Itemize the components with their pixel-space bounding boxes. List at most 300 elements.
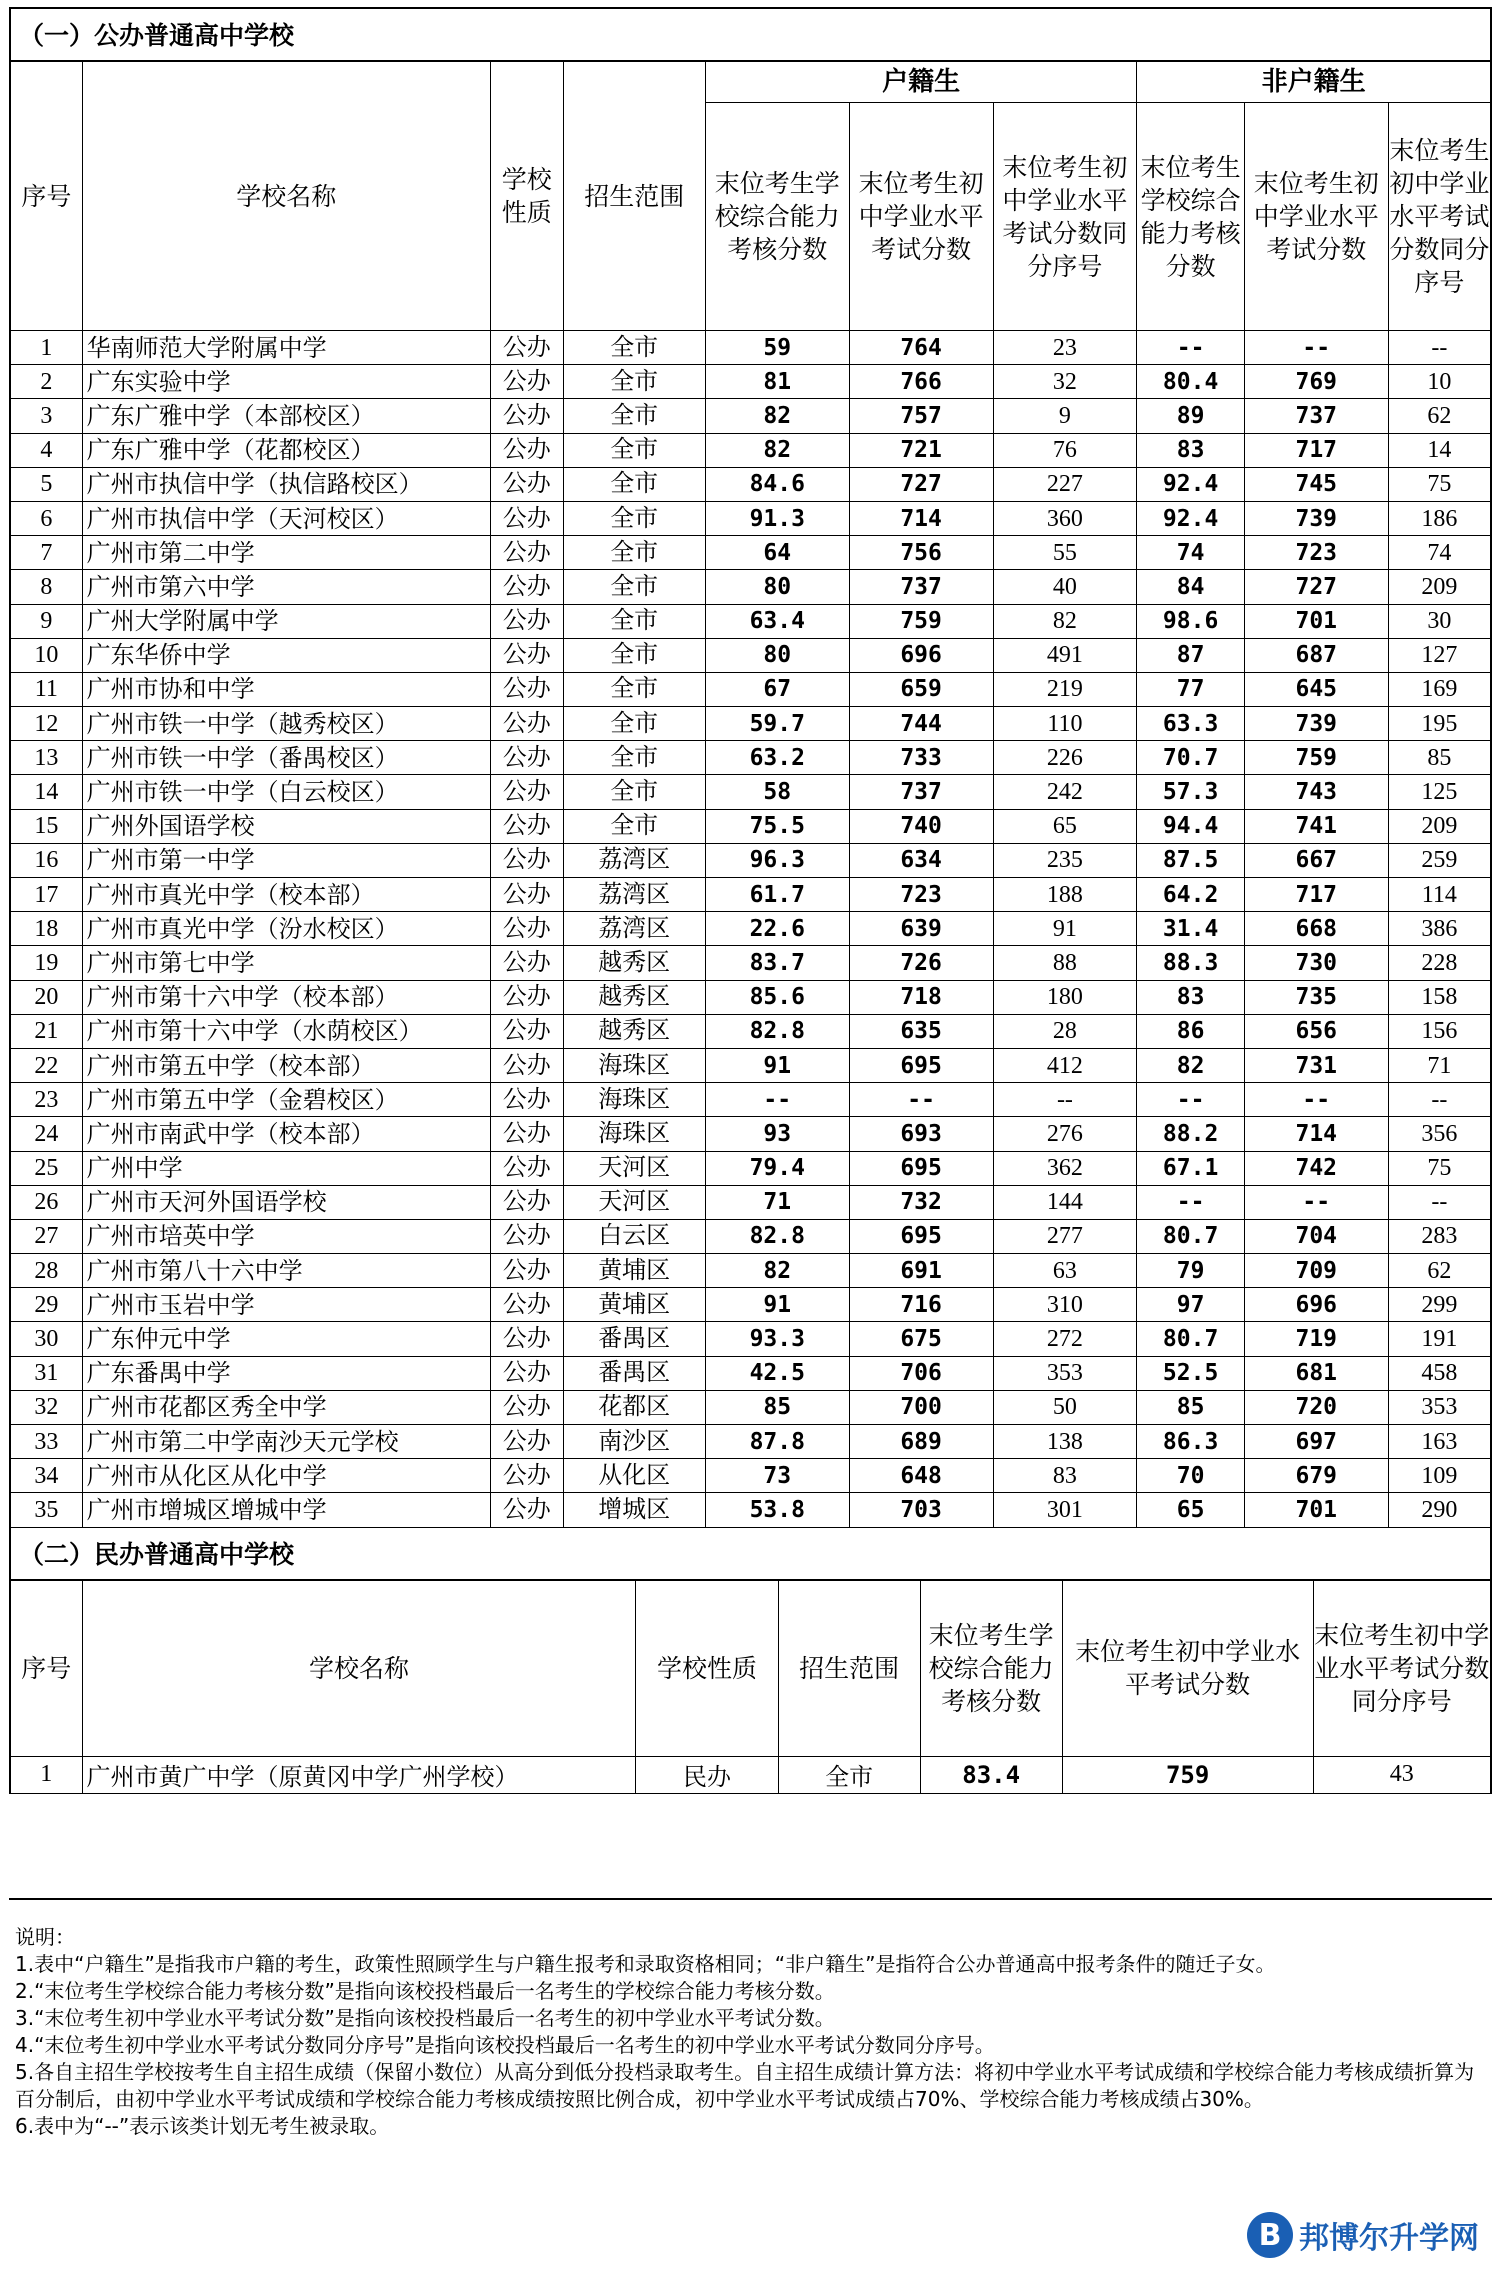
cell-nonlocal-exam: 668 [1244,912,1388,946]
cell-local-ability: 82 [705,1254,849,1288]
header2-seq: 序号 [11,1581,82,1757]
cell-local-ability: 82.8 [705,1219,849,1253]
table-row [11,1151,1490,1185]
header2-nature: 学校性质 [636,1581,778,1757]
cell-school-name: 广州市第十六中学（校本部） [82,980,490,1014]
cell-nonlocal-exam: -- [1244,1185,1388,1219]
cell-scope: 全市 [563,570,705,604]
cell-local-rank: 242 [993,775,1137,809]
cell-nonlocal-ability: 86.3 [1137,1425,1245,1459]
header-scope: 招生范围 [563,62,705,331]
cell-local-ability: 63.4 [705,604,849,638]
cell-local-ability: 58 [705,775,849,809]
cell-scope: 越秀区 [563,980,705,1014]
note-item: 5.各自主招生学校按考生自主招生成绩（保留小数位）从高分到低分投档录取考生。自主招生成绩计算方法：将初中学业水平考试成绩和学校综合能力考核成绩折算为百分制后，由初中学业水平考试成绩和学校综合能力考核成绩按照比例合成，初中学业水平考试成绩占70%、学校综合能力考核成绩占30%。 [15,2060,1475,2111]
cell-scope: 全市 [563,672,705,706]
cell-local-rank: 110 [993,707,1137,741]
cell-local-ability: 79.4 [705,1151,849,1185]
cell-seq: 33 [11,1425,82,1459]
cell-local-ability: 53.8 [705,1493,849,1527]
cell-nonlocal-ability: 83 [1137,980,1245,1014]
table-row [11,1322,1490,1356]
cell-nature: 公办 [490,980,563,1014]
cell-nonlocal-exam: 735 [1244,980,1388,1014]
cell-seq: 13 [11,741,82,775]
cell-nonlocal-ability: 82 [1137,1048,1245,1082]
cell-nature: 公办 [490,1322,563,1356]
cell-local-ability: 67 [705,672,849,706]
cell-seq: 15 [11,809,82,843]
cell-nonlocal-ability: 31.4 [1137,912,1245,946]
cell-nonlocal-ability: 65 [1137,1493,1245,1527]
header-local-ability: 末位考生学校综合能力考核分数 [705,103,849,331]
cell-scope: 海珠区 [563,1048,705,1082]
cell-local-rank: 412 [993,1048,1137,1082]
cell-school-name: 广州市执信中学（执信路校区） [82,467,490,501]
cell-nature: 公办 [490,1151,563,1185]
cell-nonlocal-ability: 88.2 [1137,1117,1245,1151]
cell-seq: 8 [11,570,82,604]
cell-seq: 1 [11,331,82,365]
table-row [11,433,1490,467]
cell-school-name: 广州市第一中学 [82,843,490,877]
cell-school-name: 广州市玉岩中学 [82,1288,490,1322]
cell-local-ability: 91 [705,1048,849,1082]
cell-nonlocal-rank: 125 [1388,775,1490,809]
cell-nonlocal-exam: 719 [1244,1322,1388,1356]
cell-local-rank: 235 [993,843,1137,877]
table-row [11,741,1490,775]
cell-nonlocal-rank: 353 [1388,1390,1490,1424]
cell-scope: 全市 [563,365,705,399]
cell-scope: 全市 [563,433,705,467]
header-local-exam: 末位考生初中学业水平考试分数 [849,103,993,331]
cell-local-exam: 737 [849,570,993,604]
cell-nonlocal-rank: 386 [1388,912,1490,946]
cell-nonlocal-exam: 714 [1244,1117,1388,1151]
table-row [11,809,1490,843]
logo-text: 邦博尔升学网 [1299,2221,1479,2256]
cell-nature: 公办 [490,1219,563,1253]
cell-seq: 29 [11,1288,82,1322]
section2-title: （二）民办普通高中学校 [11,1528,1490,1581]
public-schools-body [11,331,1490,1528]
table-row [11,1493,1490,1527]
table-row [11,912,1490,946]
cell-seq: 31 [11,1356,82,1390]
cell-school-name: 广州市执信中学（天河校区） [82,501,490,535]
cell-school-name: 广州市天河外国语学校 [82,1185,490,1219]
section1-title: （一）公办普通高中学校 [11,9,1490,62]
cell-local-ability: 59.7 [705,707,849,741]
notes-heading: 说明： [15,1925,75,1949]
cell-local-ability: 64 [705,536,849,570]
table-row [11,946,1490,980]
cell-local-rank: 83 [993,1459,1137,1493]
cell-local-ability: 80 [705,570,849,604]
cell-nature: 公办 [490,1493,563,1527]
cell-seq: 32 [11,1390,82,1424]
cell-nonlocal-exam: 701 [1244,604,1388,638]
table-row [11,331,1490,365]
cell-local-exam: 732 [849,1185,993,1219]
cell-nonlocal-ability: 70.7 [1137,741,1245,775]
cell-local-rank: 226 [993,741,1137,775]
cell-local-rank: 9 [993,399,1137,433]
table-row [11,399,1490,433]
cell-ability: 83.4 [920,1756,1062,1793]
cell-exam: 759 [1062,1756,1313,1793]
cell-school-name: 广东仲元中学 [82,1322,490,1356]
cell-nonlocal-rank: 290 [1388,1493,1490,1527]
header2-ability: 末位考生学校综合能力考核分数 [920,1581,1062,1757]
cell-local-rank: 50 [993,1390,1137,1424]
cell-local-ability: 96.3 [705,843,849,877]
cell-nonlocal-ability: 80.7 [1137,1219,1245,1253]
cell-local-ability: 87.8 [705,1425,849,1459]
cell-nonlocal-rank: 209 [1388,570,1490,604]
cell-nature: 公办 [490,604,563,638]
header2-scope: 招生范围 [778,1581,920,1757]
cell-local-rank: 301 [993,1493,1137,1527]
cell-local-exam: 726 [849,946,993,980]
cell-local-ability: 82 [705,433,849,467]
cell-local-ability: 82 [705,399,849,433]
cell-nonlocal-rank: 14 [1388,433,1490,467]
cell-nonlocal-rank: 169 [1388,672,1490,706]
cell-scope: 全市 [563,741,705,775]
cell-nonlocal-rank: 259 [1388,843,1490,877]
cell-seq: 34 [11,1459,82,1493]
cell-local-rank: 362 [993,1151,1137,1185]
cell-nonlocal-ability: 89 [1137,399,1245,433]
cell-scope: 全市 [563,707,705,741]
cell-local-ability: 91 [705,1288,849,1322]
cell-local-rank: 63 [993,1254,1137,1288]
cell-nonlocal-exam: 739 [1244,707,1388,741]
logo-b-icon: B [1247,2212,1293,2258]
cell-nonlocal-exam: 717 [1244,878,1388,912]
cell-local-ability: 59 [705,331,849,365]
cell-seq: 7 [11,536,82,570]
cell-nonlocal-exam: 737 [1244,399,1388,433]
cell-nonlocal-ability: -- [1137,1083,1245,1117]
cell-local-exam: 764 [849,331,993,365]
cell-seq: 19 [11,946,82,980]
table-row [11,707,1490,741]
cell-local-exam: 766 [849,365,993,399]
cell-nonlocal-ability: 52.5 [1137,1356,1245,1390]
cell-school-name: 广州市第七中学 [82,946,490,980]
cell-seq: 17 [11,878,82,912]
cell-seq: 24 [11,1117,82,1151]
cell-school-name: 广州市第二中学 [82,536,490,570]
cell-seq: 1 [11,1756,82,1793]
cell-scope: 荔湾区 [563,843,705,877]
cell-local-rank: 491 [993,638,1137,672]
cell-school-name: 广州市协和中学 [82,672,490,706]
cell-seq: 14 [11,775,82,809]
cell-seq: 21 [11,1014,82,1048]
cell-scope: 天河区 [563,1185,705,1219]
cell-school-name: 广州市真光中学（汾水校区） [82,912,490,946]
cell-local-ability: 84.6 [705,467,849,501]
cell-nonlocal-exam: -- [1244,331,1388,365]
cell-nonlocal-ability: 92.4 [1137,501,1245,535]
cell-local-rank: 144 [993,1185,1137,1219]
cell-nonlocal-rank: 191 [1388,1322,1490,1356]
document-frame [9,7,1492,1794]
cell-scope: 南沙区 [563,1425,705,1459]
cell-school-name: 华南师范大学附属中学 [82,331,490,365]
cell-local-exam: 689 [849,1425,993,1459]
cell-nature: 公办 [490,775,563,809]
table-row [11,570,1490,604]
cell-school-name: 广州市花都区秀全中学 [82,1390,490,1424]
cell-local-exam: 700 [849,1390,993,1424]
cell-seq: 22 [11,1048,82,1082]
cell-nonlocal-rank: 209 [1388,809,1490,843]
cell-local-rank: 277 [993,1219,1137,1253]
cell-nonlocal-ability: 87.5 [1137,843,1245,877]
header-nonlocal-group: 非户籍生 [1137,62,1490,103]
cell-local-rank: 180 [993,980,1137,1014]
cell-school-name: 广州市真光中学（校本部） [82,878,490,912]
cell-local-ability: 93.3 [705,1322,849,1356]
cell-nonlocal-rank: -- [1388,1083,1490,1117]
cell-nonlocal-exam: 667 [1244,843,1388,877]
cell-nature: 公办 [490,467,563,501]
cell-seq: 2 [11,365,82,399]
table-row [11,1185,1490,1219]
cell-local-exam: 695 [849,1219,993,1253]
cell-nature: 公办 [490,946,563,980]
cell-local-rank: 360 [993,501,1137,535]
cell-seq: 12 [11,707,82,741]
cell-nonlocal-exam: 656 [1244,1014,1388,1048]
cell-local-rank: 188 [993,878,1137,912]
cell-scope: 越秀区 [563,1014,705,1048]
cell-nonlocal-rank: 458 [1388,1356,1490,1390]
cell-local-exam: 675 [849,1322,993,1356]
cell-local-rank: 353 [993,1356,1137,1390]
cell-nature: 公办 [490,365,563,399]
cell-nature: 公办 [490,707,563,741]
cell-nature: 公办 [490,1356,563,1390]
cell-local-rank: 138 [993,1425,1137,1459]
cell-local-exam: 757 [849,399,993,433]
table-row [11,1459,1490,1493]
cell-nonlocal-ability: 57.3 [1137,775,1245,809]
cell-local-ability: 85.6 [705,980,849,1014]
cell-nature: 公办 [490,1288,563,1322]
cell-nonlocal-ability: 83 [1137,433,1245,467]
cell-local-rank: 76 [993,433,1137,467]
cell-local-exam: 635 [849,1014,993,1048]
table-row [11,501,1490,535]
cell-nonlocal-exam: 679 [1244,1459,1388,1493]
cell-local-ability: 93 [705,1117,849,1151]
cell-nature: 民办 [636,1756,778,1793]
cell-school-name: 广州市第十六中学（水荫校区） [82,1014,490,1048]
header-nonlocal-exam: 末位考生初中学业水平考试分数 [1244,103,1388,331]
cell-scope: 全市 [563,399,705,433]
cell-seq: 6 [11,501,82,535]
cell-scope: 白云区 [563,1219,705,1253]
cell-nature: 公办 [490,1459,563,1493]
cell-school-name: 广州市增城区增城中学 [82,1493,490,1527]
cell-school-name: 广州市从化区从化中学 [82,1459,490,1493]
cell-local-rank: 55 [993,536,1137,570]
cell-school-name: 广州大学附属中学 [82,604,490,638]
cell-nonlocal-exam: 696 [1244,1288,1388,1322]
cell-nature: 公办 [490,638,563,672]
cell-nonlocal-ability: -- [1137,1185,1245,1219]
cell-nonlocal-ability: 64.2 [1137,878,1245,912]
cell-nonlocal-rank: 195 [1388,707,1490,741]
cell-scope: 海珠区 [563,1083,705,1117]
table-row [11,604,1490,638]
cell-local-rank: 32 [993,365,1137,399]
cell-nonlocal-ability: 74 [1137,536,1245,570]
cell-local-ability: 82.8 [705,1014,849,1048]
cell-nature: 公办 [490,672,563,706]
cell-nonlocal-rank: 356 [1388,1117,1490,1151]
cell-local-exam: 693 [849,1117,993,1151]
cell-nonlocal-rank: 186 [1388,501,1490,535]
cell-scope: 全市 [563,467,705,501]
cell-nonlocal-exam: -- [1244,1083,1388,1117]
cell-nature: 公办 [490,809,563,843]
cell-scope: 全市 [563,638,705,672]
cell-nature: 公办 [490,331,563,365]
cell-local-exam: 737 [849,775,993,809]
cell-nonlocal-exam: 717 [1244,433,1388,467]
cell-local-exam: -- [849,1083,993,1117]
note-item: 2.“末位考生学校综合能力考核分数”是指向该校投档最后一名考生的学校综合能力考核分数。 [15,1979,835,2003]
site-logo[interactable] [1247,2212,1479,2258]
cell-nonlocal-rank: 127 [1388,638,1490,672]
cell-local-exam: 695 [849,1151,993,1185]
cell-nature: 公办 [490,1083,563,1117]
cell-nonlocal-ability: 84 [1137,570,1245,604]
table-row [11,1756,1490,1793]
table-row [11,1014,1490,1048]
cell-scope: 天河区 [563,1151,705,1185]
cell-nonlocal-exam: 645 [1244,672,1388,706]
cell-school-name: 广州市第五中学（金碧校区） [82,1083,490,1117]
header2-name: 学校名称 [82,1581,636,1757]
table-row [11,1425,1490,1459]
cell-local-ability: 71 [705,1185,849,1219]
cell-local-ability: 73 [705,1459,849,1493]
cell-scope: 全市 [563,775,705,809]
cell-scope: 全市 [563,501,705,535]
cell-local-exam: 740 [849,809,993,843]
cell-local-exam: 727 [849,467,993,501]
header-name: 学校名称 [82,62,490,331]
cell-nonlocal-rank: 74 [1388,536,1490,570]
table-row [11,467,1490,501]
cell-nonlocal-rank: 114 [1388,878,1490,912]
cell-local-ability: -- [705,1083,849,1117]
cell-nonlocal-rank: 62 [1388,399,1490,433]
cell-school-name: 广州市铁一中学（白云校区） [82,775,490,809]
private-schools-body [11,1756,1490,1793]
cell-seq: 11 [11,672,82,706]
cell-local-ability: 85 [705,1390,849,1424]
cell-nonlocal-exam: 731 [1244,1048,1388,1082]
cell-scope: 全市 [563,809,705,843]
cell-nonlocal-exam: 759 [1244,741,1388,775]
cell-seq: 25 [11,1151,82,1185]
cell-seq: 4 [11,433,82,467]
cell-local-exam: 648 [849,1459,993,1493]
cell-local-exam: 639 [849,912,993,946]
header-local-rank: 末位考生初中学业水平考试分数同分序号 [993,103,1137,331]
cell-nature: 公办 [490,843,563,877]
cell-nature: 公办 [490,1390,563,1424]
cell-seq: 28 [11,1254,82,1288]
cell-school-name: 广州市黄广中学（原黄冈中学广州学校） [82,1756,636,1793]
cell-local-exam: 733 [849,741,993,775]
table-row [11,1356,1490,1390]
cell-nonlocal-exam: 704 [1244,1219,1388,1253]
private-schools-table [11,1581,1490,1794]
cell-nonlocal-exam: 727 [1244,570,1388,604]
cell-local-exam: 756 [849,536,993,570]
cell-nonlocal-ability: 77 [1137,672,1245,706]
cell-nonlocal-rank: 75 [1388,467,1490,501]
cell-local-exam: 716 [849,1288,993,1322]
cell-nature: 公办 [490,1117,563,1151]
header2-rank: 末位考生初中学业水平考试分数同分序号 [1313,1581,1490,1757]
cell-nonlocal-ability: 88.3 [1137,946,1245,980]
cell-nature: 公办 [490,1254,563,1288]
cell-school-name: 广州市铁一中学（越秀校区） [82,707,490,741]
cell-local-rank: 310 [993,1288,1137,1322]
cell-nonlocal-ability: 70 [1137,1459,1245,1493]
cell-local-ability: 63.2 [705,741,849,775]
cell-nonlocal-rank: 71 [1388,1048,1490,1082]
cell-nonlocal-exam: 745 [1244,467,1388,501]
cell-nonlocal-rank: 30 [1388,604,1490,638]
cell-nonlocal-ability: 67.1 [1137,1151,1245,1185]
cell-school-name: 广东实验中学 [82,365,490,399]
cell-scope: 全市 [778,1756,920,1793]
cell-nonlocal-rank: 10 [1388,365,1490,399]
cell-nature: 公办 [490,399,563,433]
cell-nonlocal-exam: 739 [1244,501,1388,535]
cell-school-name: 广东广雅中学（花都校区） [82,433,490,467]
cell-nature: 公办 [490,570,563,604]
cell-local-rank: 23 [993,331,1137,365]
cell-nonlocal-ability: -- [1137,331,1245,365]
cell-seq: 30 [11,1322,82,1356]
cell-local-exam: 723 [849,878,993,912]
cell-seq: 16 [11,843,82,877]
note-item: 3.“末位考生初中学业水平考试分数”是指向该校投档最后一名考生的初中学业水平考试分数。 [15,2006,835,2030]
cell-scope: 全市 [563,331,705,365]
cell-local-ability: 42.5 [705,1356,849,1390]
cell-nature: 公办 [490,433,563,467]
cell-local-exam: 744 [849,707,993,741]
header2-exam: 末位考生初中学业水平考试分数 [1062,1581,1313,1757]
cell-nature: 公办 [490,1048,563,1082]
cell-school-name: 广东广雅中学（本部校区） [82,399,490,433]
cell-local-exam: 714 [849,501,993,535]
cell-nonlocal-rank: 85 [1388,741,1490,775]
